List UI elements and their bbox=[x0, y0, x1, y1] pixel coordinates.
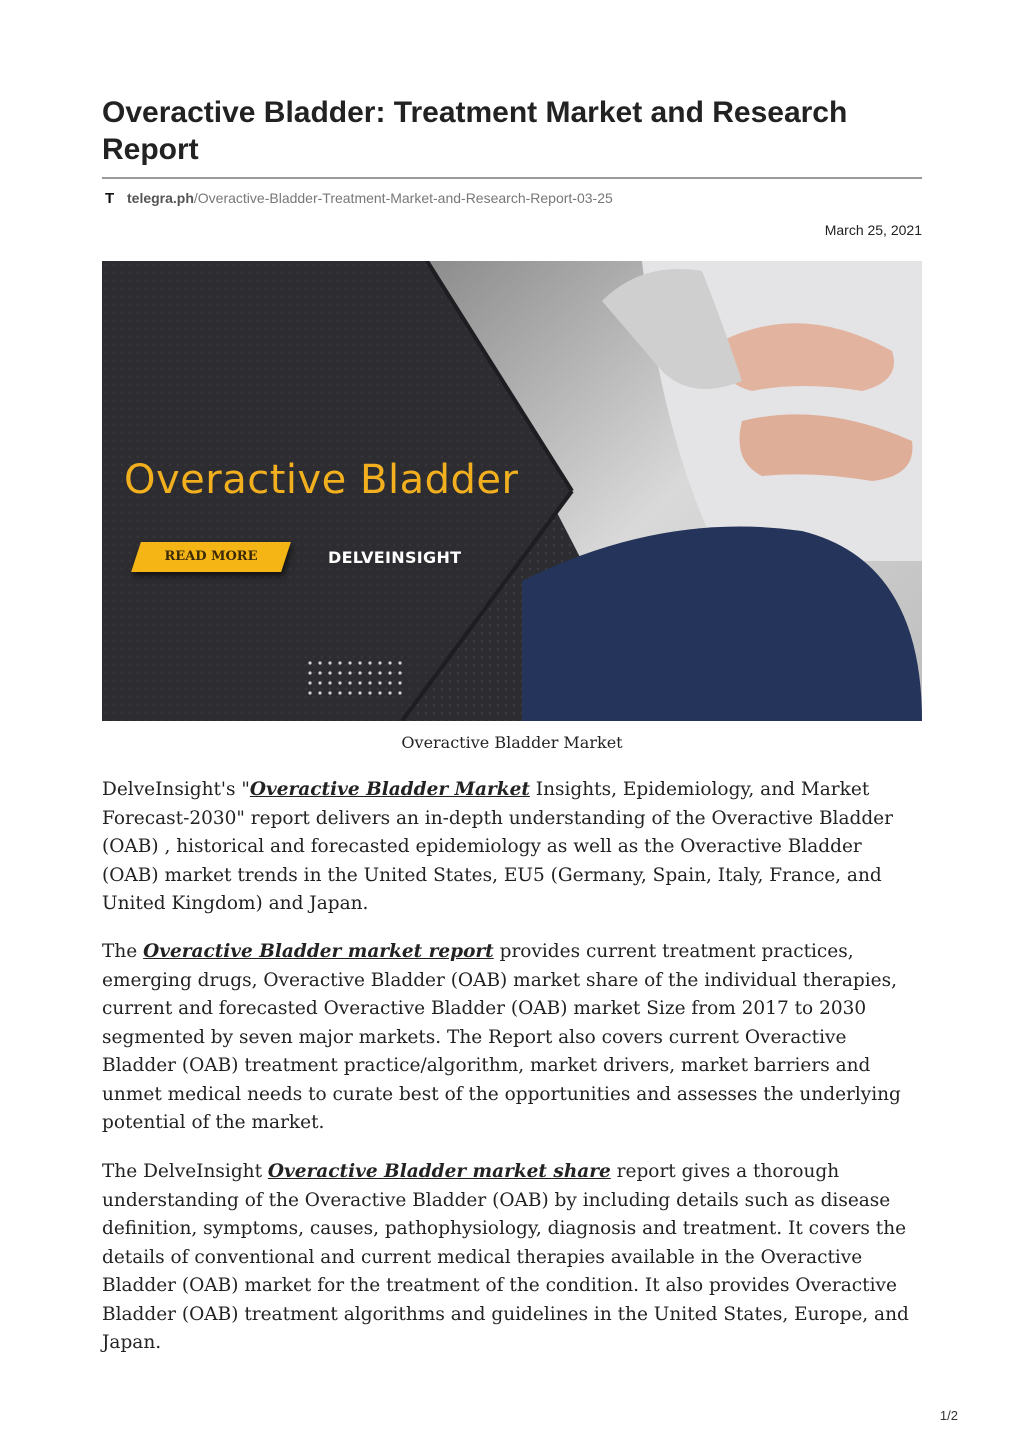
publish-date: March 25, 2021 bbox=[824, 222, 922, 238]
delveinsight-logo: DELVEINSIGHT bbox=[328, 548, 462, 567]
paragraph-text: report gives a thorough understanding of the Overactive Bladder (OAB) by including details such as disease definition, symptoms, causes, pathophysiology, diagnosis and treatment. It covers the details of conventional and current medical therapies available in the Overactive Bladder (OAB) market for the treatment of the condition. It also provides Overactive Bladder (OAB) treatment algorithms and guidelines in the United States, Europe, and Japan. bbox=[102, 1161, 909, 1353]
read-more-label: READ MORE bbox=[164, 549, 258, 564]
paragraph-3 bbox=[102, 1158, 922, 1358]
link-market-report[interactable]: Overactive Bladder market report bbox=[143, 941, 494, 962]
image-caption: Overactive Bladder Market bbox=[401, 733, 623, 752]
source-url[interactable] bbox=[102, 189, 922, 208]
paragraph-text: The DelveInsight bbox=[102, 1161, 268, 1182]
paragraph-text: DelveInsight's " bbox=[102, 779, 250, 800]
page-title: Overactive Bladder: Treatment Market and Research Report bbox=[102, 96, 848, 166]
paragraph-1 bbox=[102, 776, 922, 919]
paragraph-text: Insights, Epidemiology, and Market Forecast-2030" report delivers an in-depth understanding of the Overactive Bladder (OAB) , historical and forecasted epidemiology as well as the Overactive Bladder (OAB) market trends in the United States, EU5 (Germany, Spain, Italy, France, and United Kingdom) and Japan. bbox=[102, 779, 893, 914]
link-overactive-bladder-market[interactable]: Overactive Bladder Market bbox=[249, 779, 530, 800]
link-market-share[interactable]: Overactive Bladder market share bbox=[267, 1161, 611, 1182]
title-divider bbox=[102, 177, 922, 179]
page-number: 1/2 bbox=[939, 1408, 958, 1423]
source-path: /Overactive-Bladder-Treatment-Market-and-Research-Report-03-25 bbox=[193, 190, 613, 206]
hero-heading: Overactive Bladder bbox=[124, 457, 519, 503]
hero-image bbox=[102, 261, 922, 721]
paragraph-2 bbox=[102, 938, 922, 1138]
telegraph-icon: T bbox=[105, 190, 115, 207]
read-more-button[interactable] bbox=[131, 542, 291, 572]
paragraph-text: provides current treatment practices, emerging drugs, Overactive Bladder (OAB) market share of the individual therapies, current and forecasted Overactive Bladder (OAB) market Size from 2017 to 2030 segmented by seven major markets. The Report also covers current Overactive Bladder (OAB) treatment practice/algorithm, market drivers, market barriers and unmet medical needs to curate best of the opportunities and assesses the underlying potential of the market. bbox=[102, 941, 901, 1133]
paragraph-text: The bbox=[102, 941, 144, 962]
source-domain: telegra.ph bbox=[127, 190, 194, 206]
